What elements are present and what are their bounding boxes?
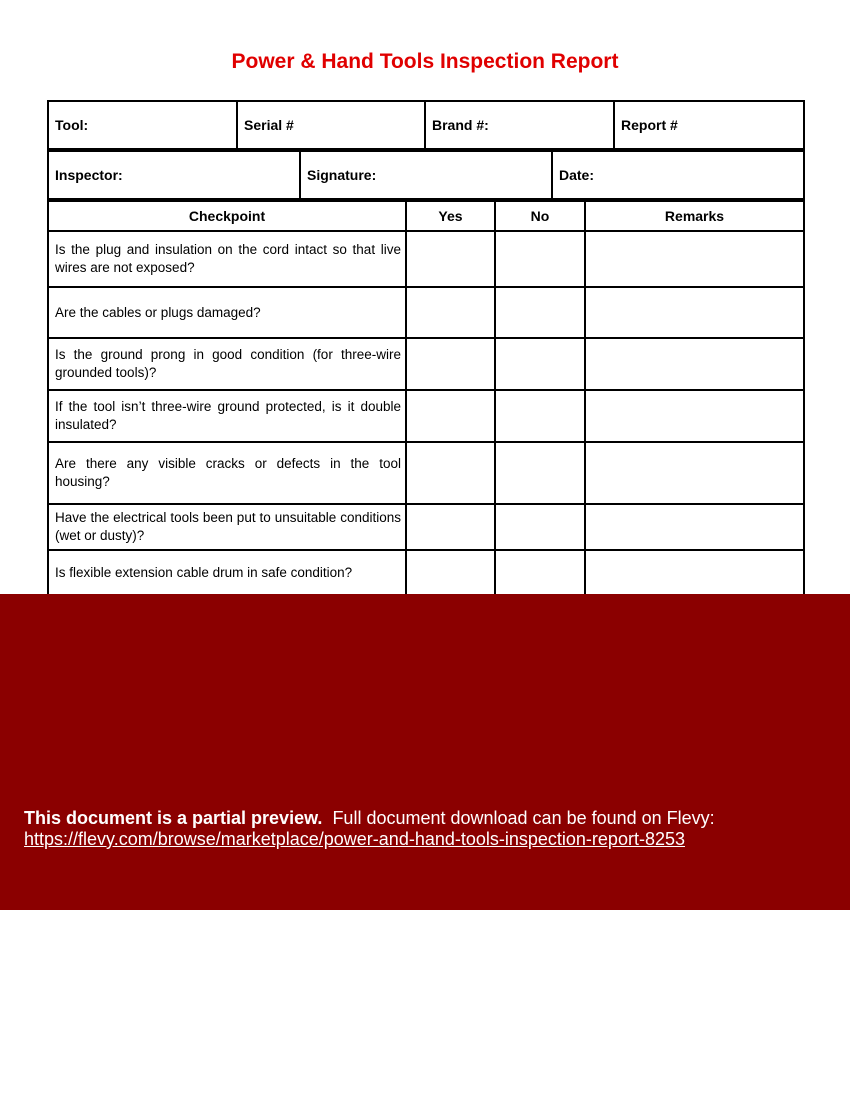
preview-bold-text: This document is a partial preview. bbox=[24, 808, 323, 828]
header-fields-row-1 bbox=[47, 100, 805, 150]
report-number-field[interactable]: Report # bbox=[614, 101, 804, 149]
yes-cell[interactable] bbox=[406, 287, 495, 338]
no-cell[interactable] bbox=[495, 390, 585, 442]
table-row bbox=[48, 231, 804, 287]
yes-cell[interactable] bbox=[406, 390, 495, 442]
table-row bbox=[48, 287, 804, 338]
no-cell[interactable] bbox=[495, 231, 585, 287]
inspector-field[interactable]: Inspector: bbox=[48, 151, 300, 199]
checkpoint-question: Is the ground prong in good condition (for three-wire grounded tools)? bbox=[48, 338, 406, 390]
yes-cell[interactable] bbox=[406, 504, 495, 550]
table-row bbox=[48, 504, 804, 550]
serial-field[interactable]: Serial # bbox=[237, 101, 425, 149]
no-cell[interactable] bbox=[495, 338, 585, 390]
column-header-yes: Yes bbox=[406, 201, 495, 231]
no-cell[interactable] bbox=[495, 287, 585, 338]
signature-field[interactable]: Signature: bbox=[300, 151, 552, 199]
yes-cell[interactable] bbox=[406, 550, 495, 596]
remarks-cell[interactable] bbox=[585, 338, 804, 390]
table-row bbox=[48, 442, 804, 504]
yes-cell[interactable] bbox=[406, 442, 495, 504]
table-row bbox=[48, 338, 804, 390]
checkpoint-question: Are there any visible cracks or defects in the tool housing? bbox=[48, 442, 406, 504]
column-header-remarks: Remarks bbox=[585, 201, 804, 231]
report-title: Power & Hand Tools Inspection Report bbox=[231, 50, 619, 73]
no-cell[interactable] bbox=[495, 504, 585, 550]
checkpoint-question: Have the electrical tools been put to unsuitable conditions (wet or dusty)? bbox=[48, 504, 406, 550]
preview-message bbox=[24, 808, 834, 850]
no-cell[interactable] bbox=[495, 442, 585, 504]
brand-field[interactable]: Brand #: bbox=[425, 101, 614, 149]
header-fields-row-2 bbox=[47, 150, 805, 200]
column-header-no: No bbox=[495, 201, 585, 231]
checkpoint-question: If the tool isn’t three-wire ground protected, is it double insulated? bbox=[48, 390, 406, 442]
remarks-cell[interactable] bbox=[585, 390, 804, 442]
flevy-download-link[interactable]: https://flevy.com/browse/marketplace/power-and-hand-tools-inspection-report-8253 bbox=[24, 829, 685, 849]
date-field[interactable]: Date: bbox=[552, 151, 804, 199]
yes-cell[interactable] bbox=[406, 231, 495, 287]
remarks-cell[interactable] bbox=[585, 231, 804, 287]
remarks-cell[interactable] bbox=[585, 442, 804, 504]
table-header-row bbox=[48, 201, 804, 231]
column-header-checkpoint: Checkpoint bbox=[48, 201, 406, 231]
checkpoint-question: Is flexible extension cable drum in safe condition? bbox=[48, 550, 406, 596]
preview-banner bbox=[0, 594, 850, 910]
no-cell[interactable] bbox=[495, 550, 585, 596]
table-row bbox=[48, 550, 804, 596]
checkpoint-question: Is the plug and insulation on the cord intact so that live wires are not exposed? bbox=[48, 231, 406, 287]
tool-field[interactable]: Tool: bbox=[48, 101, 237, 149]
remarks-cell[interactable] bbox=[585, 504, 804, 550]
remarks-cell[interactable] bbox=[585, 287, 804, 338]
checkpoint-question: Are the cables or plugs damaged? bbox=[48, 287, 406, 338]
remarks-cell[interactable] bbox=[585, 550, 804, 596]
preview-text: Full document download can be found on Flevy: bbox=[332, 808, 715, 828]
yes-cell[interactable] bbox=[406, 338, 495, 390]
table-row bbox=[48, 390, 804, 442]
